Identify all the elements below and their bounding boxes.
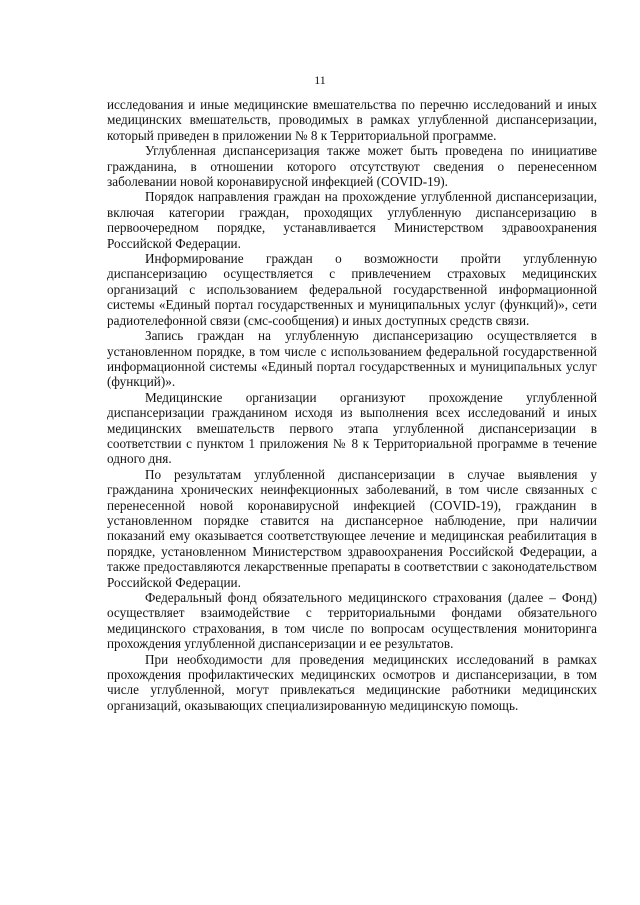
document-body [107, 97, 597, 713]
paragraph-specialists: При необходимости для проведения медицинских исследований в рамках прохождения профилактических медицинских осмотров и диспансеризации, в том числе углубленной, могут привлекаться медицинские работники медицинских организаций, оказывающих специализированную медицинскую помощь. [107, 651, 597, 713]
paragraph-referral-procedure: Порядок направления граждан на прохождение углубленной диспансеризации, включая категории граждан, проходящих углубленную диспансеризацию в первоочередном порядке, устанавливается Министерством здравоохранения Российской Федерации. [107, 189, 597, 251]
paragraph-informing-citizens: Информирование граждан о возможности пройти углубленную диспансеризацию осуществляется с привлечением страховых медицинских организаций с использованием федеральной государственной информационной системы «Единый портал государственных и муниципальных услуг (функций)», сети радиотелефонной связи (смс-сообщения) и иных доступных средств связи. [107, 251, 597, 328]
paragraph-federal-fund: Федеральный фонд обязательного медицинского страхования (далее – Фонд) осуществляет взаимодействие с территориальными фондами обязательного медицинского страхования, в том числе по вопросам осуществления мониторинга прохождения углубленной диспансеризации и ее результатов. [107, 590, 597, 652]
page-number: 11 [314, 73, 326, 87]
paragraph-in-depth-initiative: Углубленная диспансеризация также может быть проведена по инициативе гражданина, в отношении которого отсутствуют сведения о перенесенном заболевании новой коронавирусной инфекцией (COVID-19). [107, 143, 597, 190]
paragraph-results: По результатам углубленной диспансеризации в случае выявления у гражданина хронических неинфекционных заболеваний, в том числе связанных с перенесенной новой коронавирусной инфекцией (COVID-19), гражданин в установленном порядке ставится на диспансерное наблюдение, при наличии показаний ему оказывается соответствующее лечение и медицинская реабилитация в порядке, установленном Министерством здравоохранения Российской Федерации, а также предоставляются лекарственные препараты в соответствии с законодательством Российской Федерации. [107, 466, 597, 590]
paragraph-continuation: исследования и иные медицинские вмешательства по перечню исследований и иных медицинских вмешательств, проводимых в рамках углубленной диспансеризации, который приведен в приложении № 8 к Территориальной программе. [107, 97, 597, 143]
paragraph-registration: Запись граждан на углубленную диспансеризацию осуществляется в установленном порядке, в том числе с использованием федеральной государственной информационной системы «Единый портал государственных и муниципальных услуг (функций)». [107, 328, 597, 390]
paragraph-medical-organizations: Медицинские организации организуют прохождение углубленной диспансеризации гражданином исходя из выполнения всех исследований и иных медицинских вмешательств первого этапа углубленной диспансеризации в соответствии с пунктом 1 приложения № 8 к Территориальной программе в течение одного дня. [107, 389, 597, 467]
